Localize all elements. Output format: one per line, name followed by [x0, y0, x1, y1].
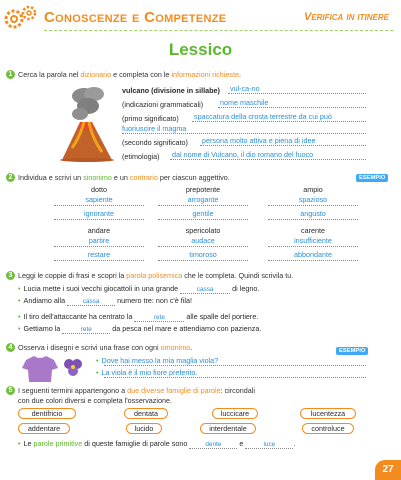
ex2-cell-ampio: ampio spazioso angusto [268, 185, 358, 220]
ex1-line-2 [218, 107, 366, 108]
volcano-illustration [58, 82, 116, 162]
ex1-answer-1: vul-ca-no [230, 84, 260, 93]
ex3-sentence-3: • Il tiro dell'attaccante ha centrato la rete alle spalle del portiere. [18, 312, 259, 321]
ex1-line-3b [122, 133, 366, 134]
exercise-4-instruction: Osserva i disegni e scrivi una frase con ogni omonimo. [18, 343, 193, 352]
ex1-line-1 [228, 93, 366, 94]
ex1-answer-5: dal nome di Vulcano, il dio romano del fuoco [172, 150, 314, 159]
section-title: Lessico [168, 40, 233, 59]
ex1-line-3 [192, 121, 366, 122]
exercise-1-instruction: Cerca la parola nel dizionario e completa con le informazioni richieste. [18, 70, 241, 79]
ex1-row-4: (secondo significato) [122, 138, 188, 147]
word-interdentale: interdentale [200, 423, 256, 434]
ex4-line-2 [104, 377, 366, 378]
ex4-line-1 [104, 365, 366, 366]
ex1-answer-4: persona molto attiva e piena di idee [202, 136, 316, 145]
ex1-answer-3: spaccatura della crosta terrestre da cui può [194, 112, 332, 121]
exercise-5-instruction: I seguenti termini appartengono a due diverse famiglie di parole: circondali con due colori diversi e completa l'osservazione. [18, 386, 255, 405]
ex1-row-1: vulcano (divisione in sillabe) [122, 86, 220, 95]
exercise-number-4: 4 [6, 343, 15, 352]
ex3-sentence-4: • Gettiamo la rete da pesca nel mare e attendiamo con pazienza. [18, 324, 262, 333]
exercise-number-3: 3 [6, 271, 15, 280]
word-lucentezza: lucentezza [300, 408, 356, 419]
example-badge-4: ESEMPIO [336, 347, 368, 355]
ex1-row-3: (primo significato) [122, 114, 179, 123]
header-divider [44, 30, 393, 31]
ex2-cell-spericolato: spericolato audace timoroso [158, 226, 248, 261]
exercise-number-5: 5 [6, 386, 15, 395]
ex1-answer-3b: fuoriuscire il magma [122, 124, 187, 133]
ex4-answer-1: • Dove hai messo la mia maglia viola? [96, 356, 219, 365]
word-dentifricio: dentifricio [18, 408, 76, 419]
ex3-sentence-1: • Lucia mette i suoi vecchi giocattoli in una grande cassa di legno. [18, 284, 260, 293]
ex3-sentence-2: • Andiamo alla cassa numero tre: non c'è fila! [18, 296, 192, 305]
ex2-cell-carente: carente insufficiente abbondante [268, 226, 358, 261]
ex1-row-2: (indicazioni grammaticali) [122, 100, 204, 109]
word-addentare: addentare [18, 423, 70, 434]
ex1-line-4 [200, 145, 366, 146]
ex2-cell-dotto: dotto sapiente ignorante [54, 185, 144, 220]
exercise-number-1: 1 [6, 70, 15, 79]
violet-flower-icon [60, 356, 86, 380]
page-number: 27 [375, 460, 401, 480]
ex2-cell-prepotente: prepotente arrogante gentile [158, 185, 248, 220]
header-title: Conoscenze e Competenze [44, 9, 227, 26]
word-dentata: dentata [124, 408, 168, 419]
word-lucido: lucido [126, 423, 162, 434]
example-badge-2: ESEMPIO [356, 174, 388, 182]
ex1-answer-2: nome maschile [220, 98, 269, 107]
word-controluce: controluce [302, 423, 354, 434]
shirt-icon [20, 354, 60, 384]
exercise-3-instruction: Leggi le coppie di frasi e scopri la parola polisemica che le completa. Quindi scrivila tu. [18, 271, 294, 280]
ex1-row-5: (etimologia) [122, 152, 160, 161]
header-subtitle: Verifica in itinere [303, 11, 389, 23]
ex4-answer-2: • La viola è il mio fiore preferito. [96, 368, 198, 377]
ex1-line-5 [170, 159, 366, 160]
word-luccicare: luccicare [212, 408, 258, 419]
gears-icon [4, 4, 44, 30]
exercise-number-2: 2 [6, 173, 15, 182]
exercise-2-instruction: Individua e scrivi un sinonimo e un contrario per ciascun aggettivo. [18, 173, 230, 182]
page-header [0, 0, 401, 34]
ex5-conclusion: • Le parole primitive di queste famiglie di parole sono dente e luce . [18, 439, 296, 448]
ex2-cell-andare: andare partire restare [54, 226, 144, 261]
